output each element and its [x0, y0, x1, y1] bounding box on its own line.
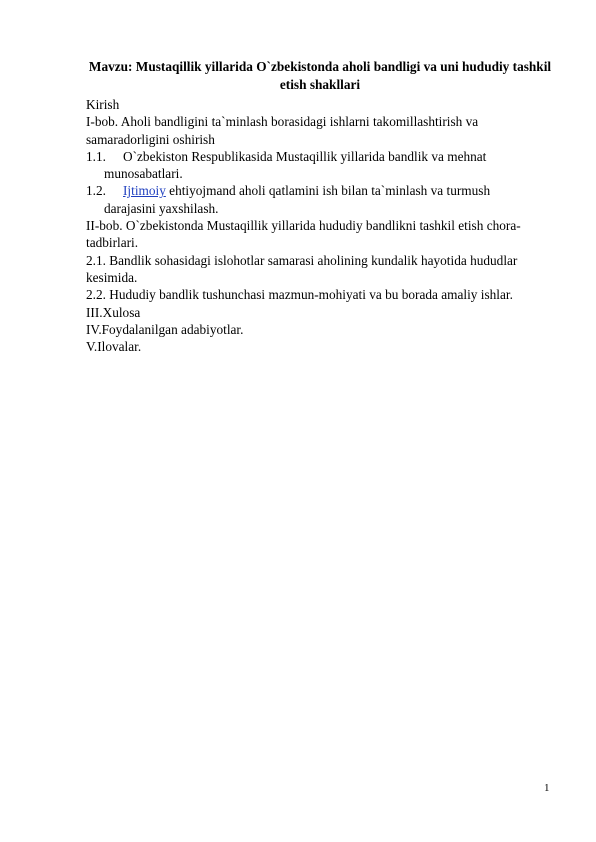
toc-appendices: V.Ilovalar. — [86, 339, 142, 355]
toc-chapter-1: I-bob. Aholi bandligini ta`minlash borasidagi ishlarni takomillashtirish va samaradorligini oshirish — [86, 114, 479, 147]
section-number: 1.1. — [86, 148, 106, 164]
toc-chapter-2: II-bob. O`zbekistonda Mustaqillik yillarida hududiy bandlikni tashkil etish chora-tadbirlari. — [86, 218, 521, 251]
toc-section-2-1: 2.1. Bandlik sohasidagi islohotlar samarasi aholining kundalik hayotida hududlar kesimida. — [86, 252, 518, 285]
toc-intro: Kirish — [86, 97, 120, 112]
toc-references: IV.Foydalanilgan adabiyotlar. — [86, 321, 244, 337]
section-text: O`zbekiston Respublikasida Mustaqillik yillarida bandlik va mehnat — [123, 148, 487, 164]
section-number: 1.2. — [86, 183, 106, 199]
toc-section-1-1-continuation: munosabatlari. — [104, 166, 183, 182]
section-text — [123, 182, 546, 199]
toc-section-1-2 — [86, 182, 546, 199]
page-number: 1 — [544, 782, 550, 794]
section-text-rest: ehtiyojmand aholi qatlamini ish bilan ta`minlash va turmush — [165, 183, 491, 199]
toc-conclusion: III.Xulosa — [86, 304, 141, 320]
toc-section-2-2: 2.2. Hududiy bandlik tushunchasi mazmun-mohiyati va bu borada amaliy ishlar. — [86, 287, 513, 303]
table-of-contents — [86, 96, 546, 355]
ijtimoiy-link[interactable]: Ijtimoiy — [123, 183, 166, 199]
document-title: Mavzu: Mustaqillik yillarida O`zbekistonda aholi bandligi va uni hududiy tashkil etish shakllari — [88, 59, 552, 92]
toc-section-1-1 — [86, 148, 546, 165]
toc-section-1-2-continuation: darajasini yaxshilash. — [104, 200, 219, 216]
